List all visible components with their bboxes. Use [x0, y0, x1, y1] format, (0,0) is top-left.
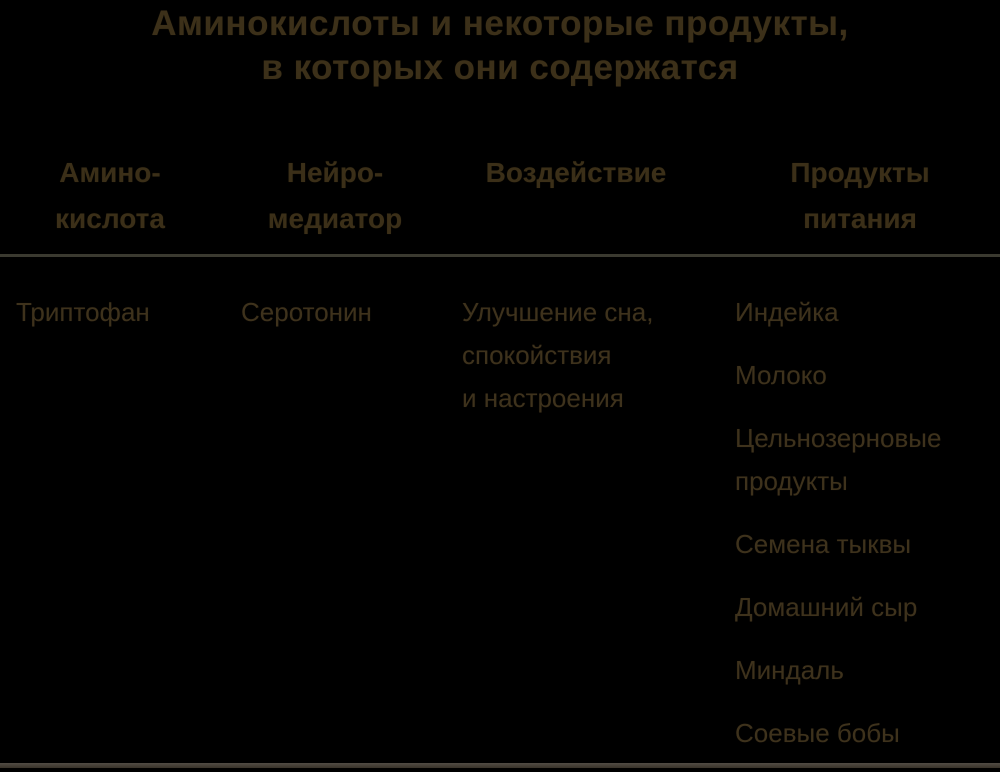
page-title — [0, 2, 1000, 90]
cell-amino-acid — [0, 291, 220, 772]
column-header-food-products-line-2: питания — [803, 203, 917, 234]
column-header-amino-acid-line-1: Амино- — [59, 157, 161, 188]
column-header-neurotransmitter-line-2: медиатор — [267, 203, 403, 234]
header-divider-line — [0, 254, 1000, 257]
amino-acid-value: Триптофан — [16, 297, 150, 327]
effect-line-3: и настроения — [462, 383, 624, 413]
column-header-food-products — [720, 150, 1000, 242]
cell-neurotransmitter — [220, 291, 450, 772]
product-item-turkey: Индейка — [735, 297, 839, 327]
column-header-amino-acid — [0, 150, 220, 242]
column-header-amino-acid-line-2: кислота — [55, 203, 165, 234]
cell-effect — [450, 291, 720, 772]
neurotransmitter-value: Серотонин — [241, 297, 372, 327]
page-title-line-1: Аминокислоты и некоторые продукты, — [151, 4, 849, 43]
column-header-effect — [450, 150, 720, 242]
table-row — [0, 291, 1000, 772]
product-item-almonds: Миндаль — [735, 655, 844, 685]
column-header-effect-line-1: Воздействие — [485, 157, 667, 188]
product-item-whole-grain: Цельнозерновые продукты — [735, 423, 942, 496]
cell-food-products — [720, 291, 1000, 772]
product-item-pumpkin-seeds: Семена тыквы — [735, 529, 912, 559]
effect-line-1: Улучшение сна, — [462, 297, 654, 327]
column-header-food-products-line-1: Продукты — [790, 157, 930, 188]
product-item-cottage-cheese: Домашний сыр — [735, 592, 918, 622]
table-header-row — [0, 150, 1000, 242]
effect-line-2: спокойствия — [462, 340, 612, 370]
column-header-neurotransmitter-line-1: Нейро- — [286, 157, 384, 188]
page-title-line-2: в которых они содержатся — [261, 48, 739, 87]
product-item-milk: Молоко — [735, 360, 827, 390]
product-item-soybeans: Соевые бобы — [735, 718, 900, 748]
column-header-neurotransmitter — [220, 150, 450, 242]
bottom-divider-line — [0, 763, 1000, 768]
